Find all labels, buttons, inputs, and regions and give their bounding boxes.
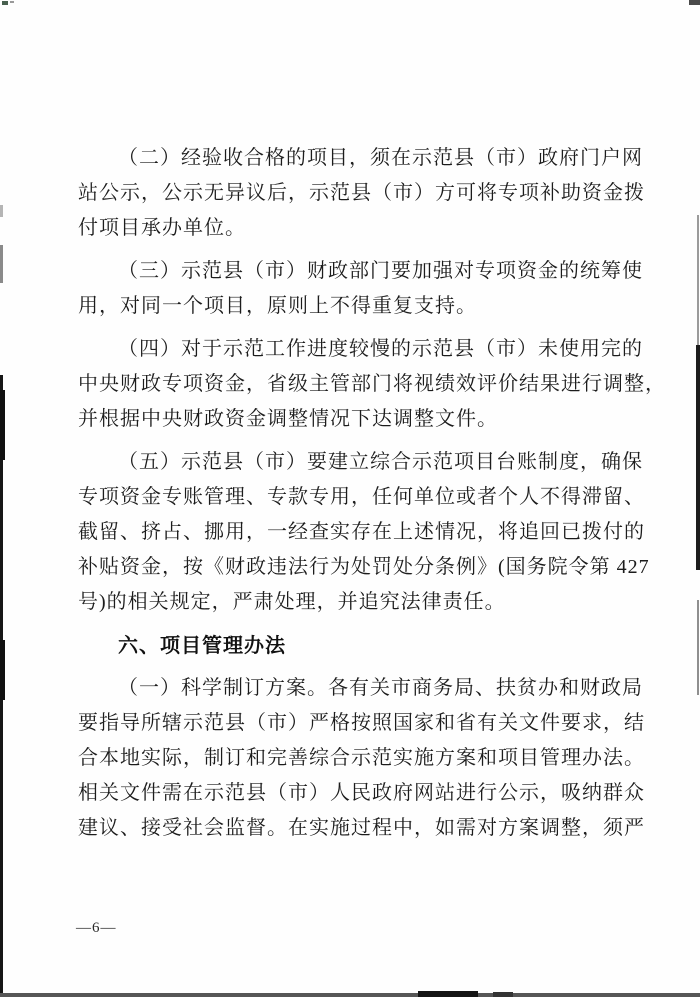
text-line: 中央财政专项资金，省级主管部门将视绩效评价结果进行调整， [78,373,666,395]
text-line: 六、项目管理办法 [118,633,286,657]
text-line: 建议、接受社会监督。在实施过程中，如需对方案调整，须严 [78,817,645,839]
scan-speck-top-left-green [2,1,8,5]
scan-speck-left-edge [0,205,3,217]
clause-5-paragraph [78,445,653,620]
section-6-heading [78,628,653,663]
scan-speck-top-right [689,0,700,5]
page-number: —6— [76,920,117,936]
scan-edge-left-blob-upper [0,390,5,460]
text-line: 补贴资金，按《财政违法行为处罚处分条例》(国务院令第 427 [78,556,650,578]
scan-edge-right-black [696,345,700,570]
scan-edge-bottom-speck [493,992,513,997]
text-line: （二）经验收合格的项目，须在示范县（市）政府门户网 [118,147,643,169]
text-line: （三）示范县（市）财政部门要加强对专项资金的统筹使 [118,260,643,282]
clause-4-paragraph [78,332,666,437]
text-line: 合本地实际，制订和完善综合示范实施方案和项目管理办法。 [78,747,645,769]
clause-3-paragraph [78,254,653,324]
text-line: （一）科学制订方案。各有关市商务局、扶贫办和财政局 [118,677,643,699]
scan-edge-bottom-blob [418,991,478,997]
scan-edge-right-gray-lower [697,600,699,695]
text-line: 截留、挤占、挪用，一经查实存在上述情况，将追回已拨付的 [78,521,645,543]
document-body-text [78,141,666,854]
scan-edge-right-gray-upper [697,215,699,345]
clause-2-paragraph [78,141,653,246]
scan-edge-bottom-band [0,993,700,997]
text-line: 专项资金专账管理、专款专用，任何单位或者个人不得滞留、 [78,486,645,508]
scan-edge-left-blob-lower [0,640,5,700]
text-line: 相关文件需在示范县（市）人民政府网站进行公示，吸纳群众 [78,782,645,804]
text-line: 并根据中央财政资金调整情况下达调整文件。 [78,408,498,430]
text-line: 要指导所辖示范县（市）严格按照国家和省有关文件要求，结 [78,712,645,734]
scan-edge-left-gray [0,245,3,283]
text-line: 付项目承办单位。 [78,217,246,239]
text-line: （四）对于示范工作进度较慢的示范县（市）未使用完的 [118,338,643,360]
text-line: 号)的相关规定，严肃处理，并追究法律责任。 [78,591,506,613]
scan-speck-top-left [10,1,14,3]
text-line: （五）示范县（市）要建立综合示范项目台账制度，确保 [118,451,643,473]
scan-edge-left-black [0,375,3,997]
text-line: 用，对同一个项目，原则上不得重复支持。 [78,295,477,317]
text-line: 站公示，公示无异议后，示范县（市）方可将专项补助资金拨 [78,182,645,204]
section-6-item-1-paragraph [78,671,653,846]
